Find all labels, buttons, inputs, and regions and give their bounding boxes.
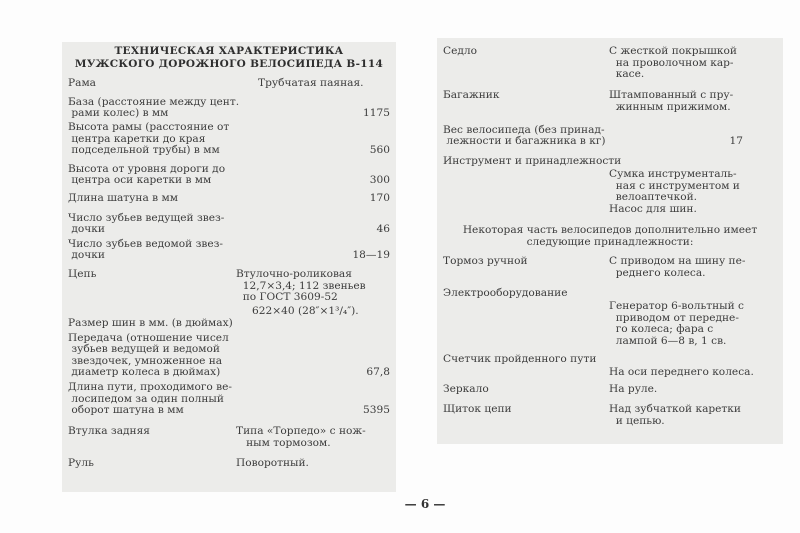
spec-label: Длина пути, проходимого ве- лосипедом за один полный оборот шатуна в мм [68, 381, 232, 417]
spec-value: Штампованный с пру- жинным прижимом. [609, 89, 734, 113]
spec-label: Длина шатуна в мм [68, 192, 178, 205]
spec-row [68, 332, 390, 379]
spec-label: Число зубьев ведущей звез- дочки [68, 211, 225, 236]
spec-row [68, 212, 390, 236]
page-number: — 6 — [404, 497, 446, 511]
spec-value: 300 [369, 174, 390, 187]
document-title-line2: МУЖСКОГО ДОРОЖНОГО ВЕЛОСИПЕДА В-114 [74, 58, 384, 70]
document-title-line1: ТЕХНИЧЕСКАЯ ХАРАКТЕРИСТИКА [114, 45, 344, 57]
spec-label: Размер шин в мм. (в дюймах) [68, 317, 233, 330]
spec-row [443, 90, 779, 114]
spec-value: 17 [729, 135, 743, 148]
spec-value: 5395 [363, 404, 390, 417]
spec-label: Седло [443, 45, 478, 57]
spec-label: Багажник [443, 89, 500, 101]
spec-label: Передача (отношение чисел зубьев ведущей и ведомой звездочек, умноженное на диаметр колеса в дюймах) [68, 331, 229, 379]
spec-value: Поворотный. [236, 457, 309, 469]
spec-value: 622×40 (28″×1³/₄″). [252, 305, 359, 317]
right-page [437, 38, 783, 444]
spec-label: Втулка задняя [68, 425, 150, 437]
spec-row [68, 96, 390, 120]
spec-label: Высота рамы (расстояние от центра каретки до края подседельной трубы) в мм [68, 121, 230, 157]
spec-label: Инструмент и принадлежности [443, 155, 622, 167]
accessory-label: Электрооборудование [443, 287, 568, 299]
accessory-row [443, 288, 779, 348]
spec-row [68, 78, 390, 90]
spec-value: 1175 [363, 107, 390, 120]
spec-value: Типа «Торпедо» с нож- ным тормозом. [236, 425, 366, 449]
spec-value: 170 [369, 192, 390, 205]
spec-label: Высота от уровня дороги до центра оси каретки в мм [68, 162, 226, 187]
spec-row [68, 269, 390, 304]
spec-value: Трубчатая паяная. [258, 77, 364, 89]
spec-value: С жесткой покрышкой на проволочном кар- касе. [609, 45, 737, 81]
spec-label: Цепь [68, 268, 97, 280]
spec-label: Вес велосипеда (без принад- лежности и багажника в кг) [443, 123, 606, 148]
spec-row [68, 193, 390, 205]
spec-value: 560 [369, 144, 390, 157]
accessory-row [443, 354, 779, 378]
accessory-row [443, 404, 779, 428]
spec-value: Втулочно-роликовая 12,7×3,4; 112 звеньев по ГОСТ 3609-52 [236, 268, 366, 304]
spec-label: Руль [68, 457, 94, 470]
spec-label: Число зубьев ведомой звез- дочки [68, 237, 223, 262]
spec-row [443, 46, 779, 81]
spec-row [68, 238, 390, 262]
accessory-label: Счетчик пройденного пути [443, 353, 597, 365]
spec-row [68, 426, 390, 450]
spec-label: База (расстояние между цент. рами колес) в мм [68, 95, 240, 120]
accessory-value: С приводом на шину пе- реднего колеса. [609, 255, 746, 279]
spec-row [68, 458, 390, 470]
accessory-value: На оси переднего колеса. [609, 366, 754, 378]
spec-value: Сумка инструменталь- ная с инструментом и велоаптечкой. Насос для шин. [609, 168, 740, 215]
spec-row [443, 156, 779, 216]
spec-row [443, 124, 743, 148]
spec-row [68, 163, 390, 187]
accessory-label: Щиток цепи [443, 403, 512, 415]
spec-row [68, 122, 390, 157]
accessory-value: На руле. [609, 383, 658, 395]
additional-accessories-note: Некоторая часть велосипедов дополнительно имеет следующие принадлежности: [462, 224, 758, 248]
spec-row [68, 382, 390, 417]
accessory-label: Тормоз ручной [443, 255, 528, 267]
spec-value: 18—19 [352, 249, 390, 262]
accessory-row [443, 384, 779, 396]
left-page [62, 42, 396, 492]
accessory-value: Над зубчаткой каретки и цепью. [609, 403, 741, 427]
spec-value: 46 [376, 223, 390, 236]
spec-value: 67,8 [366, 366, 390, 379]
accessory-row [443, 256, 779, 280]
accessory-value: Генератор 6-вольтный с приводом от передне- го колеса; фара с лампой 6—8 в, 1 св. [609, 300, 744, 347]
accessory-label: Зеркало [443, 383, 489, 396]
spec-label: Рама [68, 77, 96, 90]
spec-row [68, 306, 390, 330]
